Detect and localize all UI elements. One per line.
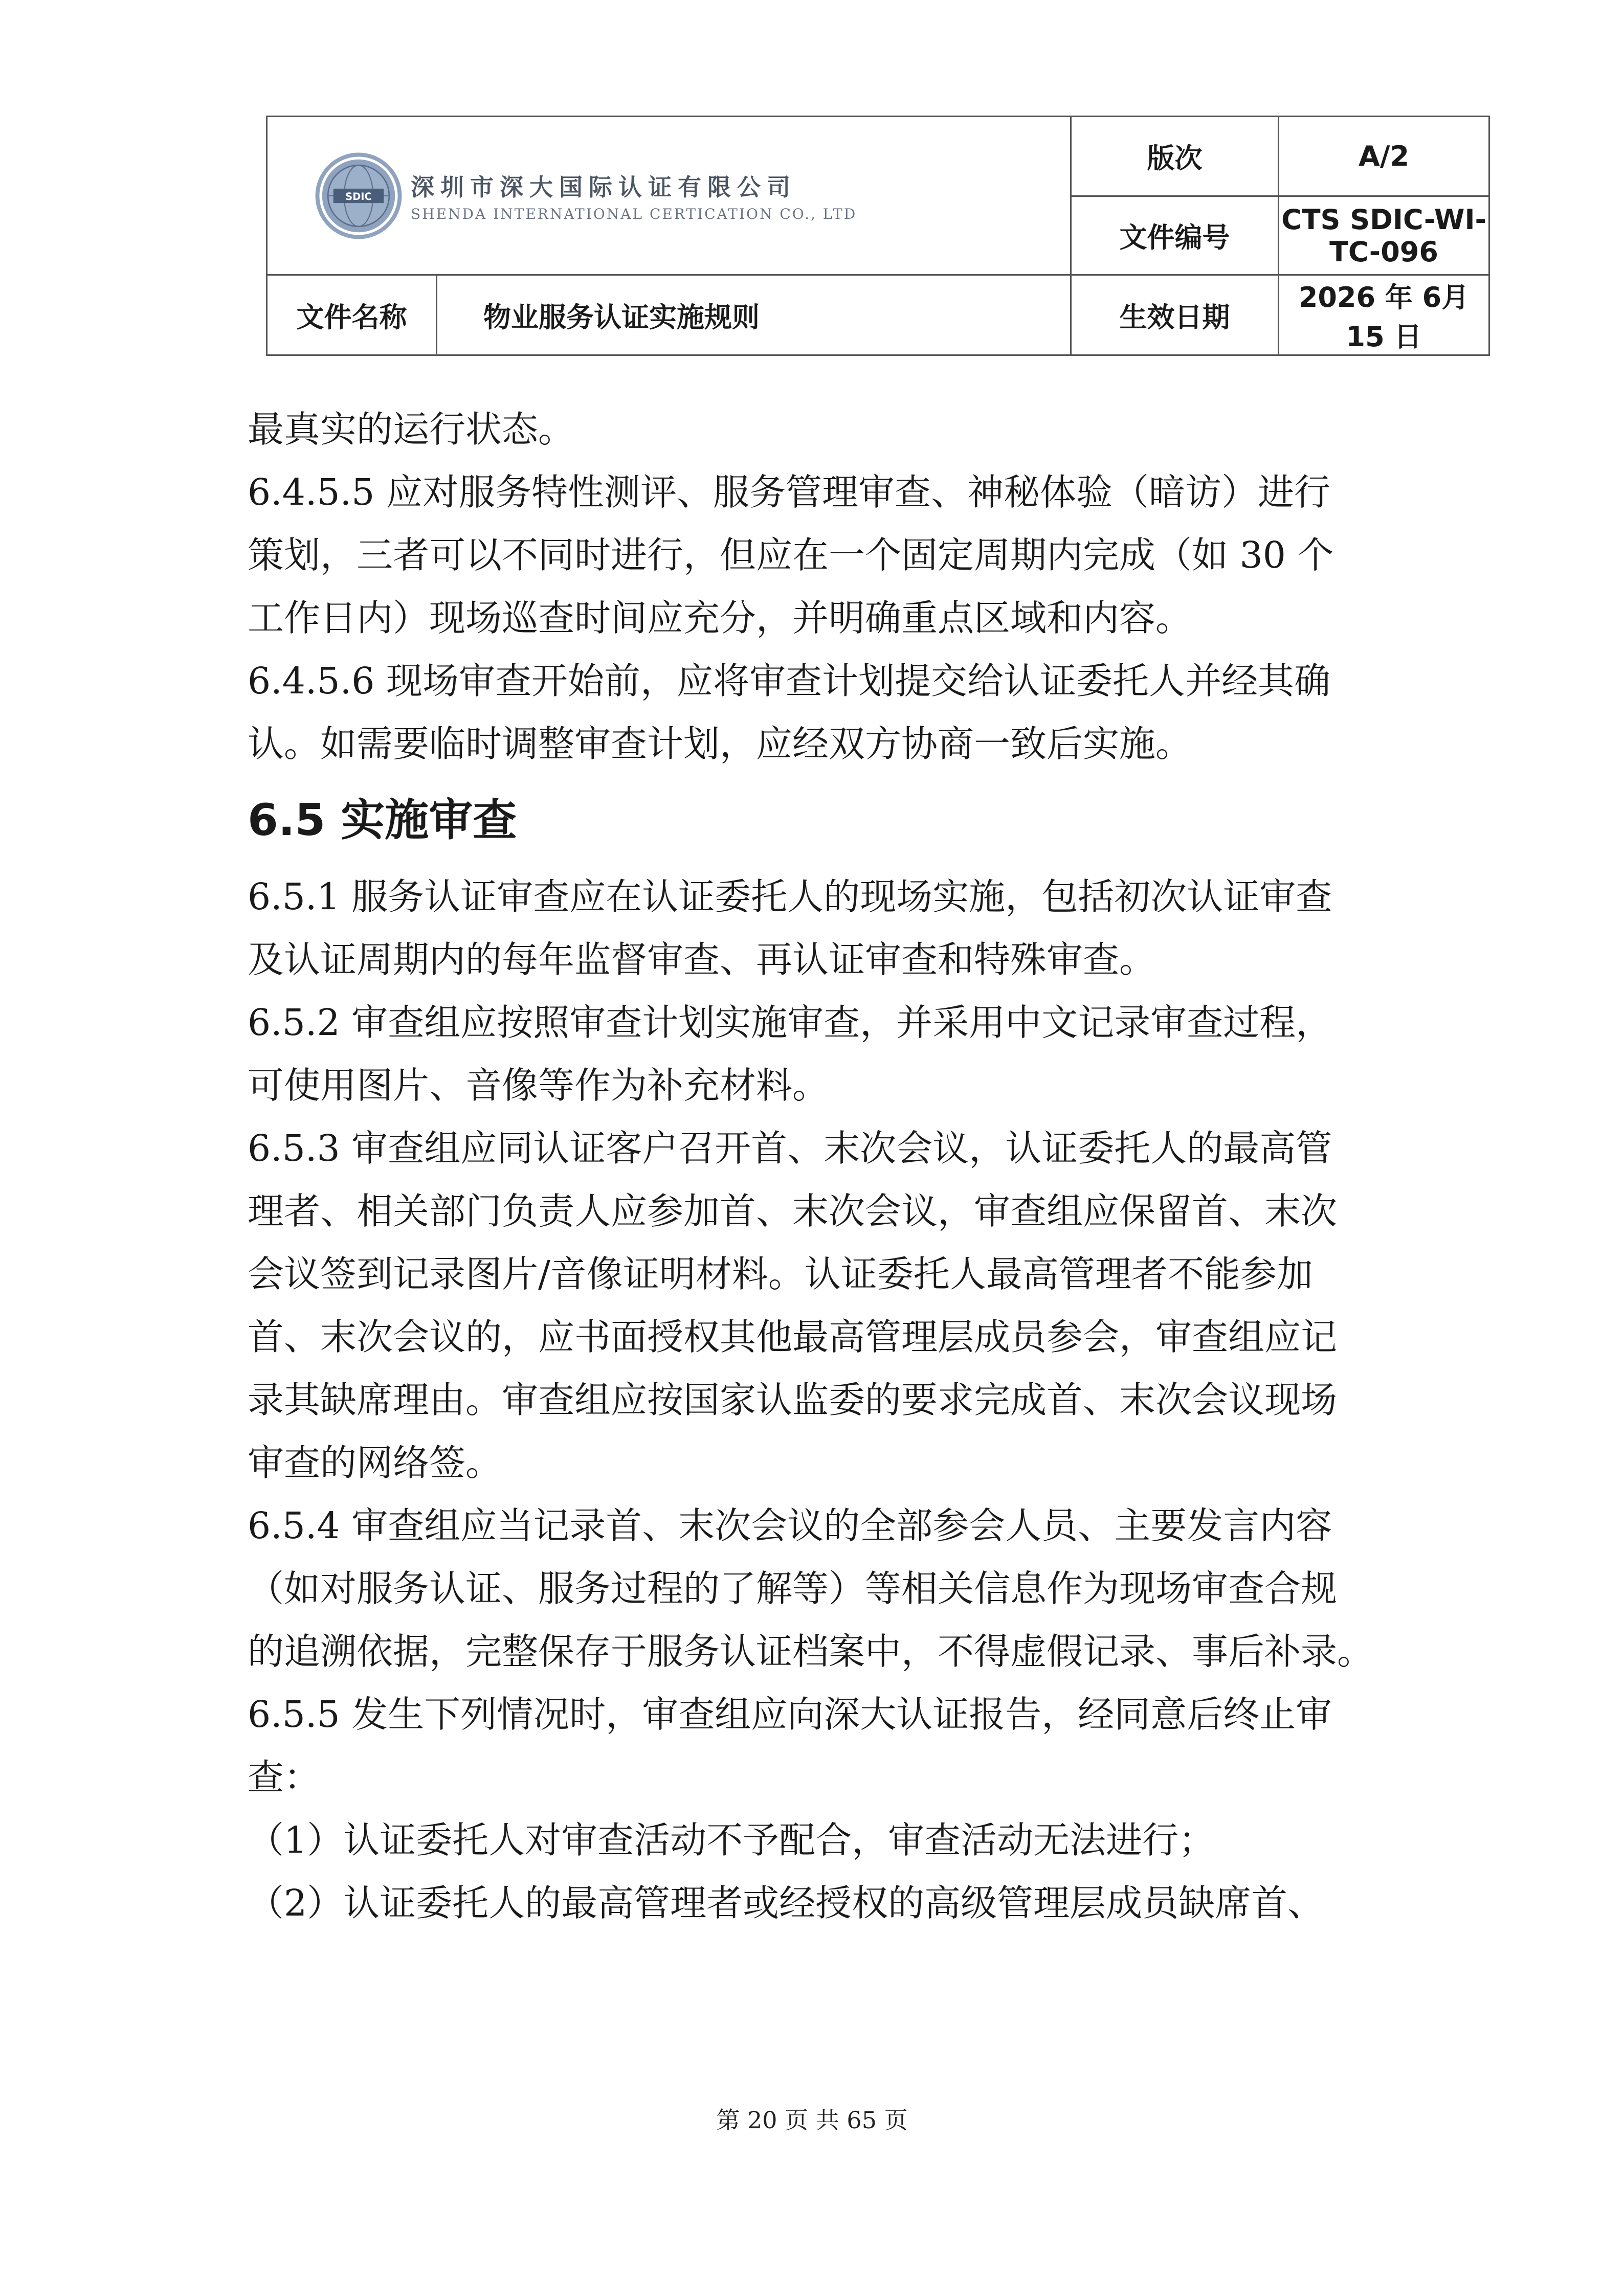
svg-text:SDIC: SDIC [345, 190, 372, 202]
effective-date-value: 2026 年 6月 15 日 [1279, 275, 1489, 355]
body-line: 的追溯依据，完整保存于服务认证档案中，不得虚假记录、事后补录。 [248, 1630, 1374, 1673]
clause-6-5-4: 6.5.4 审查组应当记录首、末次会议的全部参会人员、主要发言内容 [248, 1504, 1332, 1547]
body-line: 认。如需要临时调整审查计划，应经双方协商一致后实施。 [248, 723, 1192, 765]
document-body [248, 398, 1404, 1934]
body-line: 查： [248, 1756, 321, 1798]
company-logo [268, 151, 1070, 241]
doc-number-label: 文件编号 [1071, 196, 1279, 275]
body-line: 首、末次会议的，应书面授权其他最高管理层成员参会，审查组应记 [248, 1316, 1338, 1358]
sdic-seal-icon [314, 151, 404, 241]
body-line: 可使用图片、音像等作为补充材料。 [248, 1064, 829, 1107]
termination-conditions-list [248, 1809, 1404, 1934]
body-line: （如对服务认证、服务过程的了解等）等相关信息作为现场审查合规 [248, 1567, 1338, 1610]
body-line: 及认证周期内的每年监督审查、再认证审查和特殊审查。 [248, 938, 1156, 981]
clause-6-5-2: 6.5.2 审查组应按照审查计划实施审查，并采用中文记录审查过程， [248, 1001, 1332, 1044]
list-item: （1）认证委托人对审查活动不予配合，审查活动无法进行； [248, 1819, 1215, 1861]
body-line: 策划，三者可以不同时进行，但应在一个固定周期内完成（如 30 个 [248, 534, 1334, 576]
body-line: 理者、相关部门负责人应参加首、末次会议，审查组应保留首、末次 [248, 1190, 1338, 1232]
version-value: A/2 [1279, 117, 1489, 196]
body-line: 录其缺席理由。审查组应按国家认监委的要求完成首、末次会议现场 [248, 1379, 1338, 1421]
clause-6-4-5-5: 6.4.5.5 应对服务特性测评、服务管理审查、神秘体验（暗访）进行 [248, 471, 1330, 513]
clause-6-5-5: 6.5.5 发生下列情况时，审查组应向深大认证报告，经同意后终止审 [248, 1693, 1332, 1736]
doc-number-value: CTS SDIC-WI-TC-096 [1279, 196, 1489, 275]
body-line: 会议签到记录图片/音像证明材料。认证委托人最高管理者不能参加 [248, 1253, 1313, 1295]
page-footer: 第 20 页 共 65 页 [716, 2106, 908, 2134]
clause-6-5-3: 6.5.3 审查组应同认证客户召开首、末次会议，认证委托人的最高管 [248, 1127, 1332, 1169]
clause-6-5-1: 6.5.1 服务认证审查应在认证委托人的现场实施，包括初次认证审查 [248, 875, 1332, 918]
document-header-table [266, 116, 1490, 356]
body-line: 工作日内）现场巡查时间应充分，并明确重点区域和内容。 [248, 597, 1192, 639]
version-label: 版次 [1071, 117, 1279, 196]
company-name-cn: 深圳市深大国际认证有限公司 [411, 173, 796, 201]
company-name-en: SHENDA INTERNATIONAL CERTICATION CO., LTD [411, 206, 857, 222]
body-line: 审查的网络签。 [248, 1442, 502, 1484]
doc-name-label: 文件名称 [267, 275, 437, 355]
effective-date-label: 生效日期 [1071, 275, 1279, 355]
list-item: （2）认证委托人的最高管理者或经授权的高级管理层成员缺席首、 [248, 1882, 1324, 1924]
company-logo-cell [267, 117, 1071, 275]
body-line: 最真实的运行状态。 [248, 408, 575, 451]
doc-name-value: 物业服务认证实施规则 [437, 275, 1071, 355]
clause-6-4-5-6: 6.4.5.6 现场审查开始前，应将审查计划提交给认证委托人并经其确 [248, 660, 1330, 702]
section-heading-6-5: 6.5 实施审查 [248, 795, 517, 846]
